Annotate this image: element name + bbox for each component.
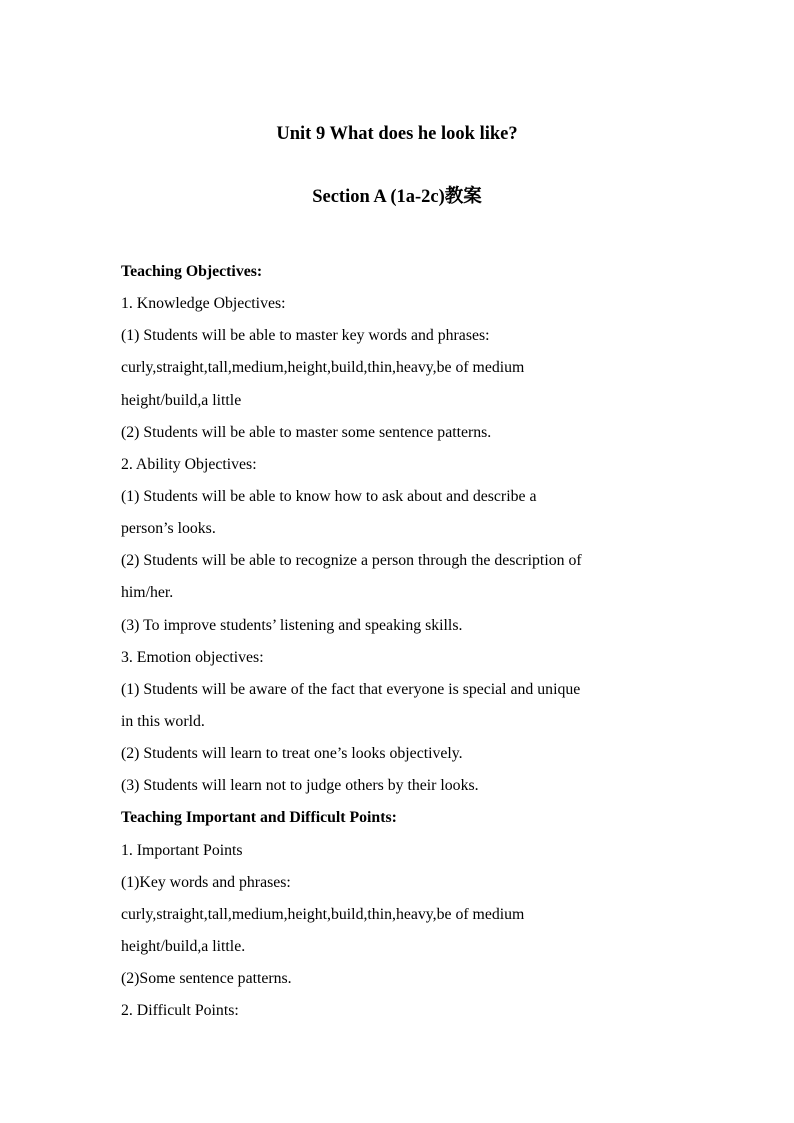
- text-line: curly,straight,tall,medium,height,build,thin,heavy,be of medium: [121, 359, 525, 377]
- text-line: (2)Some sentence patterns.: [121, 970, 292, 988]
- text-line: (1) Students will be able to know how to ask about and describe a: [121, 487, 537, 505]
- text-line: (3) To improve students’ listening and speaking skills.: [121, 616, 463, 634]
- text-line: (1) Students will be aware of the fact that everyone is special and unique: [121, 680, 581, 698]
- text-line: (1)Key words and phrases:: [121, 873, 291, 891]
- text-line: (2) Students will be able to master some sentence patterns.: [121, 423, 492, 441]
- text-line: curly,straight,tall,medium,height,build,thin,heavy,be of medium: [121, 905, 525, 923]
- text-line: in this world.: [121, 712, 205, 730]
- text-line: height/build,a little.: [121, 937, 246, 955]
- text-line: person’s looks.: [121, 520, 216, 538]
- text-line: 2. Difficult Points:: [121, 1002, 239, 1020]
- text-line: Teaching Objectives:: [121, 263, 263, 280]
- text-line: 1. Knowledge Objectives:: [121, 295, 286, 313]
- document-body: [121, 256, 681, 1027]
- text-line: (3) Students will learn not to judge others by their looks.: [121, 777, 479, 795]
- text-line: (2) Students will learn to treat one’s looks objectively.: [121, 745, 463, 763]
- document-title: Unit 9 What does he look like?: [276, 124, 518, 144]
- text-line: him/her.: [121, 584, 174, 602]
- text-line: (2) Students will be able to recognize a person through the description of: [121, 552, 582, 570]
- text-line: (1) Students will be able to master key words and phrases:: [121, 327, 490, 345]
- text-line: 1. Important Points: [121, 841, 243, 859]
- text-line: 2. Ability Objectives:: [121, 455, 257, 473]
- text-line: 3. Emotion objectives:: [121, 648, 264, 666]
- text-line: height/build,a little: [121, 391, 242, 409]
- text-line: Teaching Important and Difficult Points:: [121, 809, 397, 827]
- document-subtitle: Section A (1a-2c)教案: [312, 187, 482, 207]
